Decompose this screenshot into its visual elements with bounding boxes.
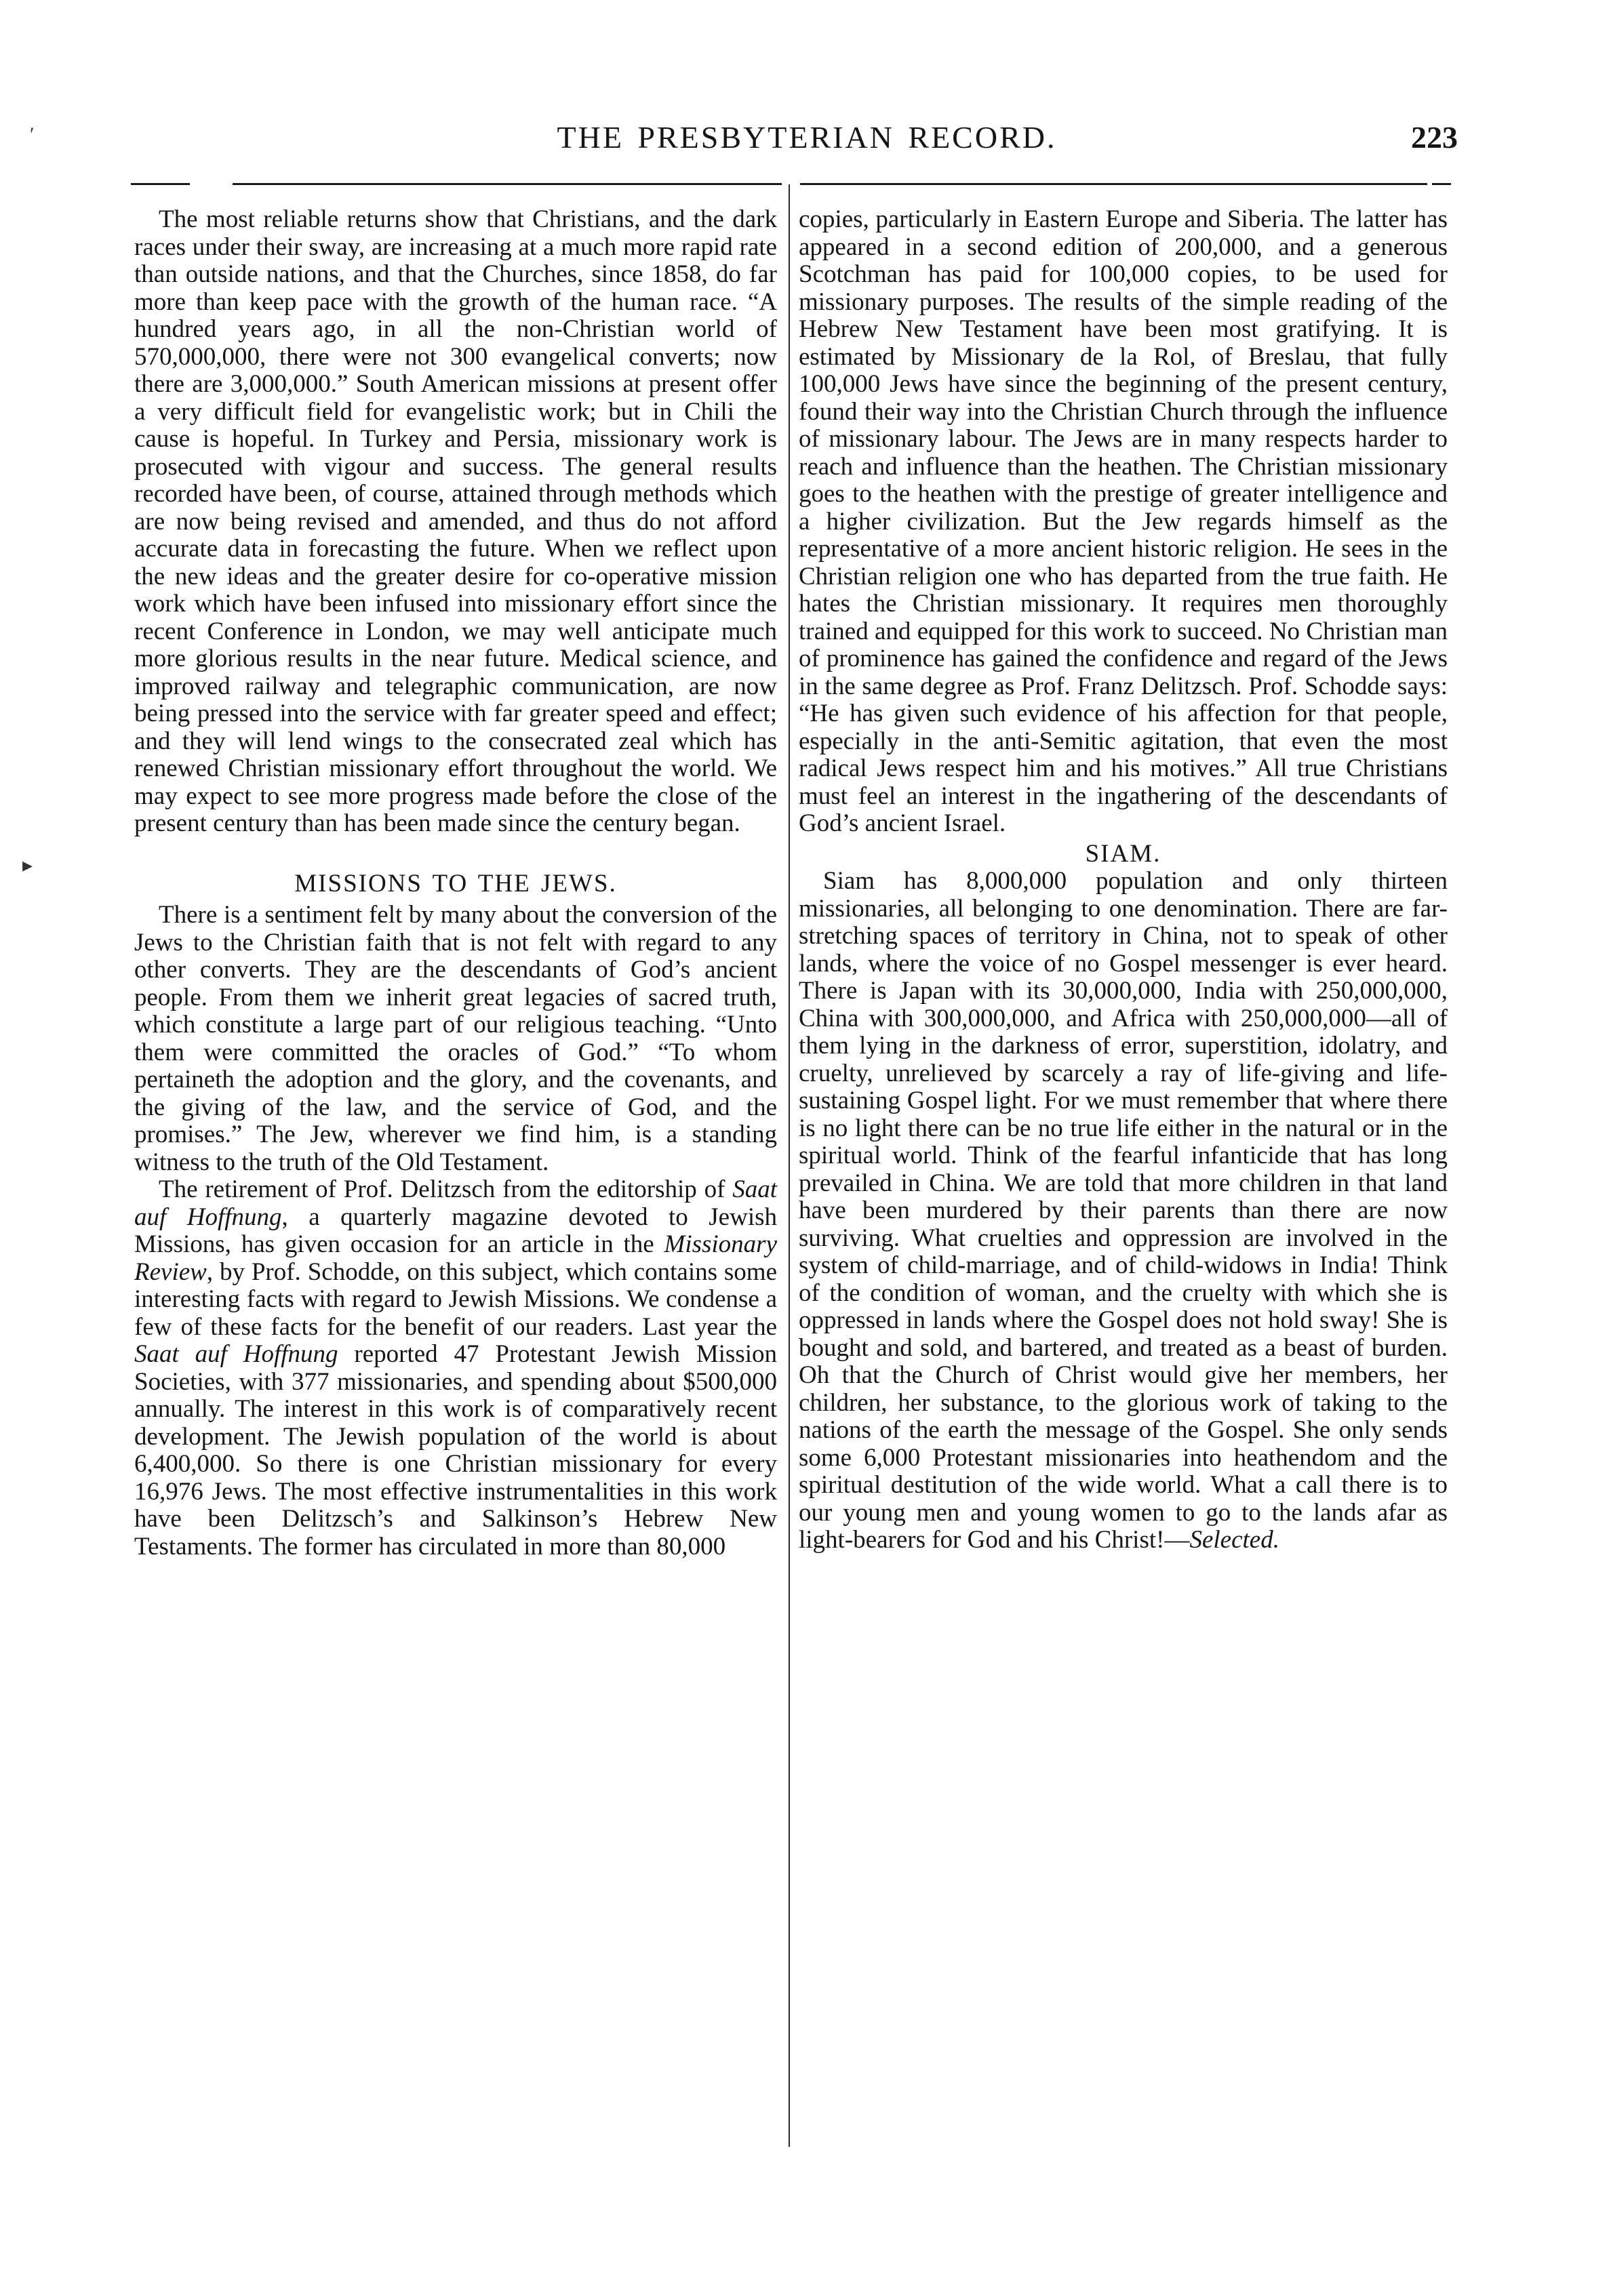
section-heading-siam: SIAM. (1085, 839, 1161, 868)
page-number: 223 (1411, 120, 1458, 155)
article-paragraph: There is a sentiment felt by many about the conversion of the Jews to the Christian faith that is not felt with regard to any other converts. They are the descendants of God’s ancient people. From them we inherit great legacies of sacred truth, which constitute a large part of our religious teaching. “Unto them were committed the oracles of God.” “To whom pertaineth the adoption and the glory, and the covenants, and the giving of the law, and the service of God, and the promises.” The Jew, wherever we find him, is a standing witness to the truth of the Old Testament. (134, 901, 777, 1176)
header-rule (131, 183, 190, 185)
text-run: reported 47 Protestant Jewish Mission Societies, with 377 missionaries, and spending about $500,000 annually. The interest in this work is of comparatively recent development. The Jewish population of the world is about 6,400,000. So there is one Christian missionary for every 16,976 Jews. The most effective instrumentalities in this work have been Delitzsch’s and Salkinson’s Hebrew New Testaments. The former has circulated in more than 80,000 (134, 1340, 778, 1560)
article-paragraph: copies, particularly in Eastern Europe and Siberia. The latter has appeared in a second edition of 200,000, and a generous Scotchman has paid for 100,000 copies, to be used for missionary purposes. The results of the simple reading of the Hebrew New Testament have been most gratifying. It is estimated by Missionary de la Rol, of Breslau, that fully 100,000 Jews have since the beginning of the present century, found their way into the Christian Church through the influence of missionary labour. The Jews are in many respects harder to reach and influence than the heathen. The Christian missionary goes to the heathen with the prestige of greater intelligence and a higher civilization. But the Jew regards himself as the representative of a more ancient historic religion. He sees in the Christian religion one who has departed from the true faith. He hates the Christian missionary. It requires men thoroughly trained and equipped for this work to succeed. No Christian man of prominence has gained the confidence and regard of the Jews in the same degree as Prof. Franz Delitzsch. Prof. Schodde says: “He has given such evidence of his affection for that people, especially in the anti-Semitic agitation, that even the most radical Jews respect him and his motives.” All true Christians must feel an interest in the ingathering of the descendants of God’s ancient Israel. (799, 205, 1448, 837)
header-rule (1432, 183, 1451, 185)
header-rule (800, 183, 1427, 185)
text-run: Siam has 8,000,000 population and only thirteen missionaries, all belonging to one denomination. There are far-stretching spaces of territory in China, not to speak of other lands, where the voice of no Gospel messenger is ever heard. There is Japan with its 30,000,000, India with 250,000,000, China with 300,000,000, and Africa with 250,000,000—all of them lying in the darkness of error, superstition, idolatry, and cruelty, unrelieved by scarcely a ray of life-giving and life-sustaining Gospel light. For we must remember that where there is no light there can be no true life either in the natural or in the spiritual world. Think of the fearful infanticide that has long prevailed in China. We are told that more children in that land have been murdered by their parents than there are now surviving. What cruelties and oppression are involved in the system of child-marriage, and of child-widows in India! Think of the condition of woman, and the cruelty with which she is oppressed in lands where the Gospel does not hold sway! She is bought and sold, and bartered, and treated as a beast of burden. Oh that the Church of Christ would give her members, her children, her substance, to the glorious work of taking to the nations of the earth the message of the Gospel. She only sends some 6,000 Protestant missionaries into heathendom and the spiritual destitution of the wide world. What a call there is to our young men and young women to go to the lands afar as light-bearers for God and his Christ!— (799, 867, 1448, 1554)
left-column (134, 206, 777, 1560)
header-rule (233, 183, 782, 185)
right-column (799, 206, 1448, 1554)
margin-mark: ′ (30, 123, 35, 146)
running-head (156, 115, 1458, 169)
italic-title: Saat auf Hoffnung (134, 1175, 777, 1231)
section-heading-missions-to-the-jews: MISSIONS TO THE JEWS. (294, 869, 617, 898)
italic-title: Missionary Review (134, 1230, 777, 1286)
publication-title: THE PRESBYTERIAN RECORD. (557, 120, 1057, 155)
article-paragraph (134, 1176, 777, 1560)
article-paragraph (799, 868, 1448, 1554)
article-paragraph: The most reliable returns show that Christians, and the dark races under their sway, are increasing at a much more rapid rate than outside nations, and that the Churches, since 1858, do far more than keep pace with the growth of the human race. “A hundred years ago, in all the non-Christian world of 570,000,000, there were not 300 evangelical converts; now there are 3,000,000.” South American missions at present offer a very difficult field for evangelistic work; but in Chili the cause is hopeful. In Turkey and Persia, missionary work is prosecuted with vigour and success. The general results recorded have been, of course, attained through methods which are now being revised and amended, and thus do not afford accurate data in forecasting the future. When we reflect upon the new ideas and the greater desire for co-operative mission work which have been infused into missionary effort since the recent Conference in London, we may well anticipate much more glorious results in the near future. Medical science, and improved railway and telegraphic communication, are now being pressed into the service with far greater speed and effect; and they will lend wings to the consecrated zeal which has renewed Christian missionary effort throughout the world. We may expect to see more progress made before the close of the present century than has been made since the century began. (134, 205, 777, 837)
credit-line: Selected. (1189, 1526, 1279, 1554)
italic-title: Saat auf Hoffnung (134, 1340, 338, 1368)
margin-arrow-mark: ▸ (22, 854, 33, 877)
text-run: , by Prof. Schodde, on this subject, which contains some interesting facts with regard to Jewish Missions. We condense a few of these facts for the benefit of our readers. Last year the (134, 1257, 777, 1341)
text-run: , a quarterly magazine devoted to Jewish Missions, has given occasion for an article in the (134, 1203, 778, 1258)
text-run: The retirement of Prof. Delitzsch from the editorship of (159, 1175, 733, 1203)
column-divider (789, 184, 790, 2147)
